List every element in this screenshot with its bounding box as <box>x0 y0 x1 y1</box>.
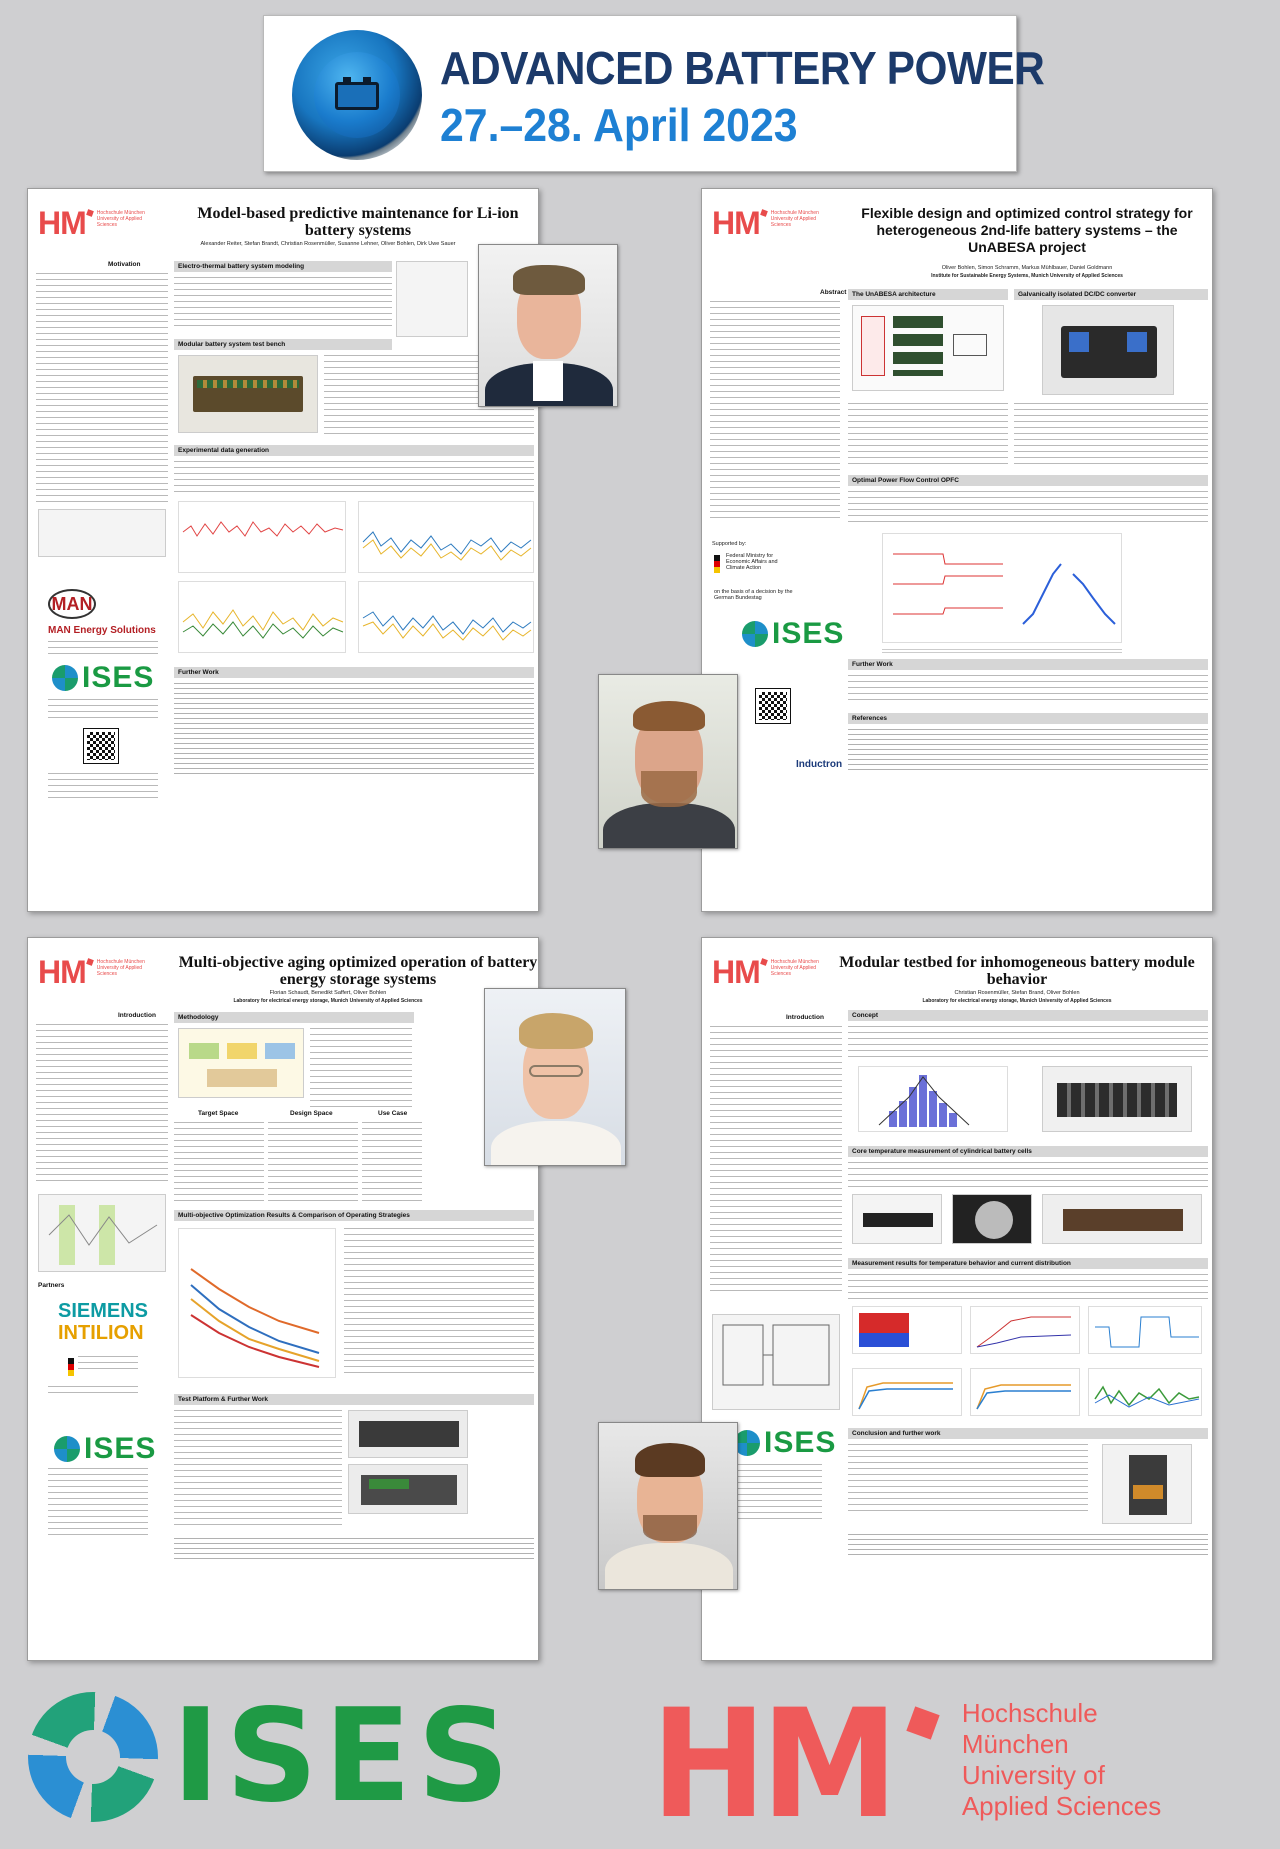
section-heading: Modular battery system test bench <box>174 339 392 350</box>
supported-by-label: Supported by: <box>712 541 747 547</box>
figure <box>38 1194 166 1272</box>
core-temperature-plot <box>970 1368 1080 1416</box>
poster-title: Flexible design and optimized control strategy for heterogeneous 2nd-life battery systems – the UnABESA project <box>861 205 1193 255</box>
banner-date: 27.–28. April 2023 <box>440 99 798 151</box>
hm-wordmark: HM <box>651 1678 893 1849</box>
poster-institute: Institute for Sustainable Energy Systems, Munich University of Applied Sciences <box>931 273 1123 279</box>
poster-modular-testbed <box>701 937 1213 1661</box>
section-heading: Introduction <box>118 1012 156 1019</box>
author-photo <box>598 1422 738 1590</box>
section-heading: Test Platform & Further Work <box>174 1394 534 1405</box>
section-heading: Experimental data generation <box>174 445 534 456</box>
author-photo <box>484 988 626 1166</box>
architecture-diagram <box>852 305 1004 391</box>
section-heading: Electro-thermal battery system modeling <box>174 261 392 272</box>
poster-authors: Christian Rosenmüller, Stefan Brand, Oliver Bohlen <box>954 990 1080 996</box>
opfc-plot <box>882 533 1122 643</box>
author-photo <box>478 244 618 407</box>
plot-voltage-distribution <box>358 581 534 653</box>
current-plot <box>1088 1306 1202 1354</box>
section-heading: References <box>848 713 1208 724</box>
poster-title: Multi-objective aging optimized operation of battery energy storage systems <box>178 954 538 988</box>
event-banner <box>263 15 1045 172</box>
inductron-logo: Inductron <box>796 759 843 770</box>
ct-scan-image <box>952 1194 1032 1244</box>
author-photo <box>598 674 738 849</box>
pareto-plot <box>178 1228 336 1378</box>
hm-logo: HM Hochschule München University of Applied Sciences <box>38 954 145 990</box>
section-heading: Abstract <box>820 289 847 296</box>
core-temperature-plot <box>852 1368 962 1416</box>
section-heading: Measurement results for temperature behavior and current distribution <box>848 1258 1208 1269</box>
hm-name-block: Hochschule München University of Applied Sciences <box>961 1698 1162 1821</box>
poster-institute: Laboratory for electrical energy storage, Munich University of Applied Sciences <box>233 998 423 1004</box>
section-heading: Target Space <box>198 1110 239 1117</box>
section-heading: Introduction <box>786 1014 824 1021</box>
bundestag-note: on the basis of a decision by the German Bundestag <box>714 589 793 601</box>
poster-aging-optimized <box>27 937 539 1661</box>
ises-logo: ISES <box>54 1432 156 1466</box>
section-heading: Partners <box>38 1282 65 1289</box>
integrated-setup-photo <box>1042 1194 1202 1244</box>
plot-load-profile <box>178 501 346 573</box>
poster-title: Modular testbed for inhomogeneous battery module behavior <box>839 954 1195 988</box>
temperature-plot <box>852 1306 962 1354</box>
bess-photo <box>348 1464 468 1514</box>
section-heading: The UnABESA architecture <box>848 289 1008 300</box>
section-heading: Concept <box>848 1010 1208 1021</box>
testbench-figure <box>178 355 318 433</box>
poster-authors: Alexander Reiter, Stefan Brandt, Christian Rosenmüller, Susanne Lehner, Oliver Bohlen, Dirk Uwe Sauer <box>200 241 456 247</box>
banner-title: ADVANCED BATTERY POWER <box>440 42 1045 94</box>
ises-wordmark: ISES <box>172 1682 516 1831</box>
ises-swirl-icon <box>28 1692 158 1822</box>
sponsor-name: MAN Energy Solutions <box>48 625 156 636</box>
configuration-photo <box>1042 1066 1192 1132</box>
man-logo: MAN <box>48 589 96 619</box>
hm-logo: HM Hochschule München University of Applied Sciences <box>712 954 819 990</box>
hm-square-icon <box>906 1706 939 1739</box>
section-heading: Optimal Power Flow Control OPFC <box>848 475 1208 486</box>
ises-logo: ISES <box>734 1426 836 1460</box>
poster-title: Model-based predictive maintenance for Li-ion battery systems <box>197 205 519 239</box>
poster-predictive-maintenance <box>27 188 539 912</box>
workflow-diagram <box>178 1028 304 1098</box>
current-distribution-plot <box>1088 1368 1202 1416</box>
poster-unabesa <box>701 188 1213 912</box>
system-overview-figure <box>712 1314 840 1410</box>
poster-institute: Laboratory for electrical energy storage, Munich University of Applied Sciences <box>922 998 1112 1004</box>
ministry-name: Federal Ministry for Economic Affairs and Climate Action <box>726 553 778 571</box>
qr-code <box>84 729 118 763</box>
ises-logo: ISES <box>742 617 844 651</box>
poster-authors: Oliver Bohlen, Simon Schramm, Markus Mühlbauer, Daniel Goldmann <box>941 265 1113 271</box>
section-heading: Further Work <box>848 659 1208 670</box>
section-heading: Multi-objective Optimization Results & Comparison of Operating Strategies <box>174 1210 534 1221</box>
rack-photo <box>348 1410 468 1458</box>
ises-logo-large <box>28 1682 516 1831</box>
poster-authors: Florian Schaudt, Benedikt Saffert, Oliver Bohlen <box>269 990 387 996</box>
qr-code <box>756 689 790 723</box>
ises-logo: ISES <box>52 661 154 695</box>
section-heading: Core temperature measurement of cylindrical battery cells <box>848 1146 1208 1157</box>
hm-logo-large <box>651 1678 1162 1849</box>
siemens-logo: SIEMENS <box>58 1300 149 1322</box>
plot-voltage-distribution <box>178 581 346 653</box>
section-heading: Conclusion and further work <box>848 1428 1208 1439</box>
section-heading: Use Case <box>378 1110 408 1117</box>
hm-logo: HM Hochschule München University of Applied Sciences <box>38 205 145 241</box>
temperature-plot <box>970 1306 1080 1354</box>
section-heading: Design Space <box>290 1110 333 1117</box>
histogram-plot <box>858 1066 1008 1132</box>
testbed-photo <box>1102 1444 1192 1524</box>
hm-logo: HM Hochschule München University of Applied Sciences <box>712 205 819 241</box>
converter-photo <box>1042 305 1174 395</box>
intilion-logo: INTILION <box>58 1322 144 1344</box>
section-heading: Methodology <box>174 1012 414 1023</box>
cell-holder-photo <box>852 1194 942 1244</box>
section-heading: Galvanically isolated DC/DC converter <box>1014 289 1208 300</box>
battery-icon <box>292 30 422 160</box>
section-heading: Motivation <box>108 261 141 268</box>
figure <box>38 509 166 557</box>
section-heading: Further Work <box>174 667 534 678</box>
plot-voltage-distribution <box>358 501 534 573</box>
figure <box>396 261 468 337</box>
